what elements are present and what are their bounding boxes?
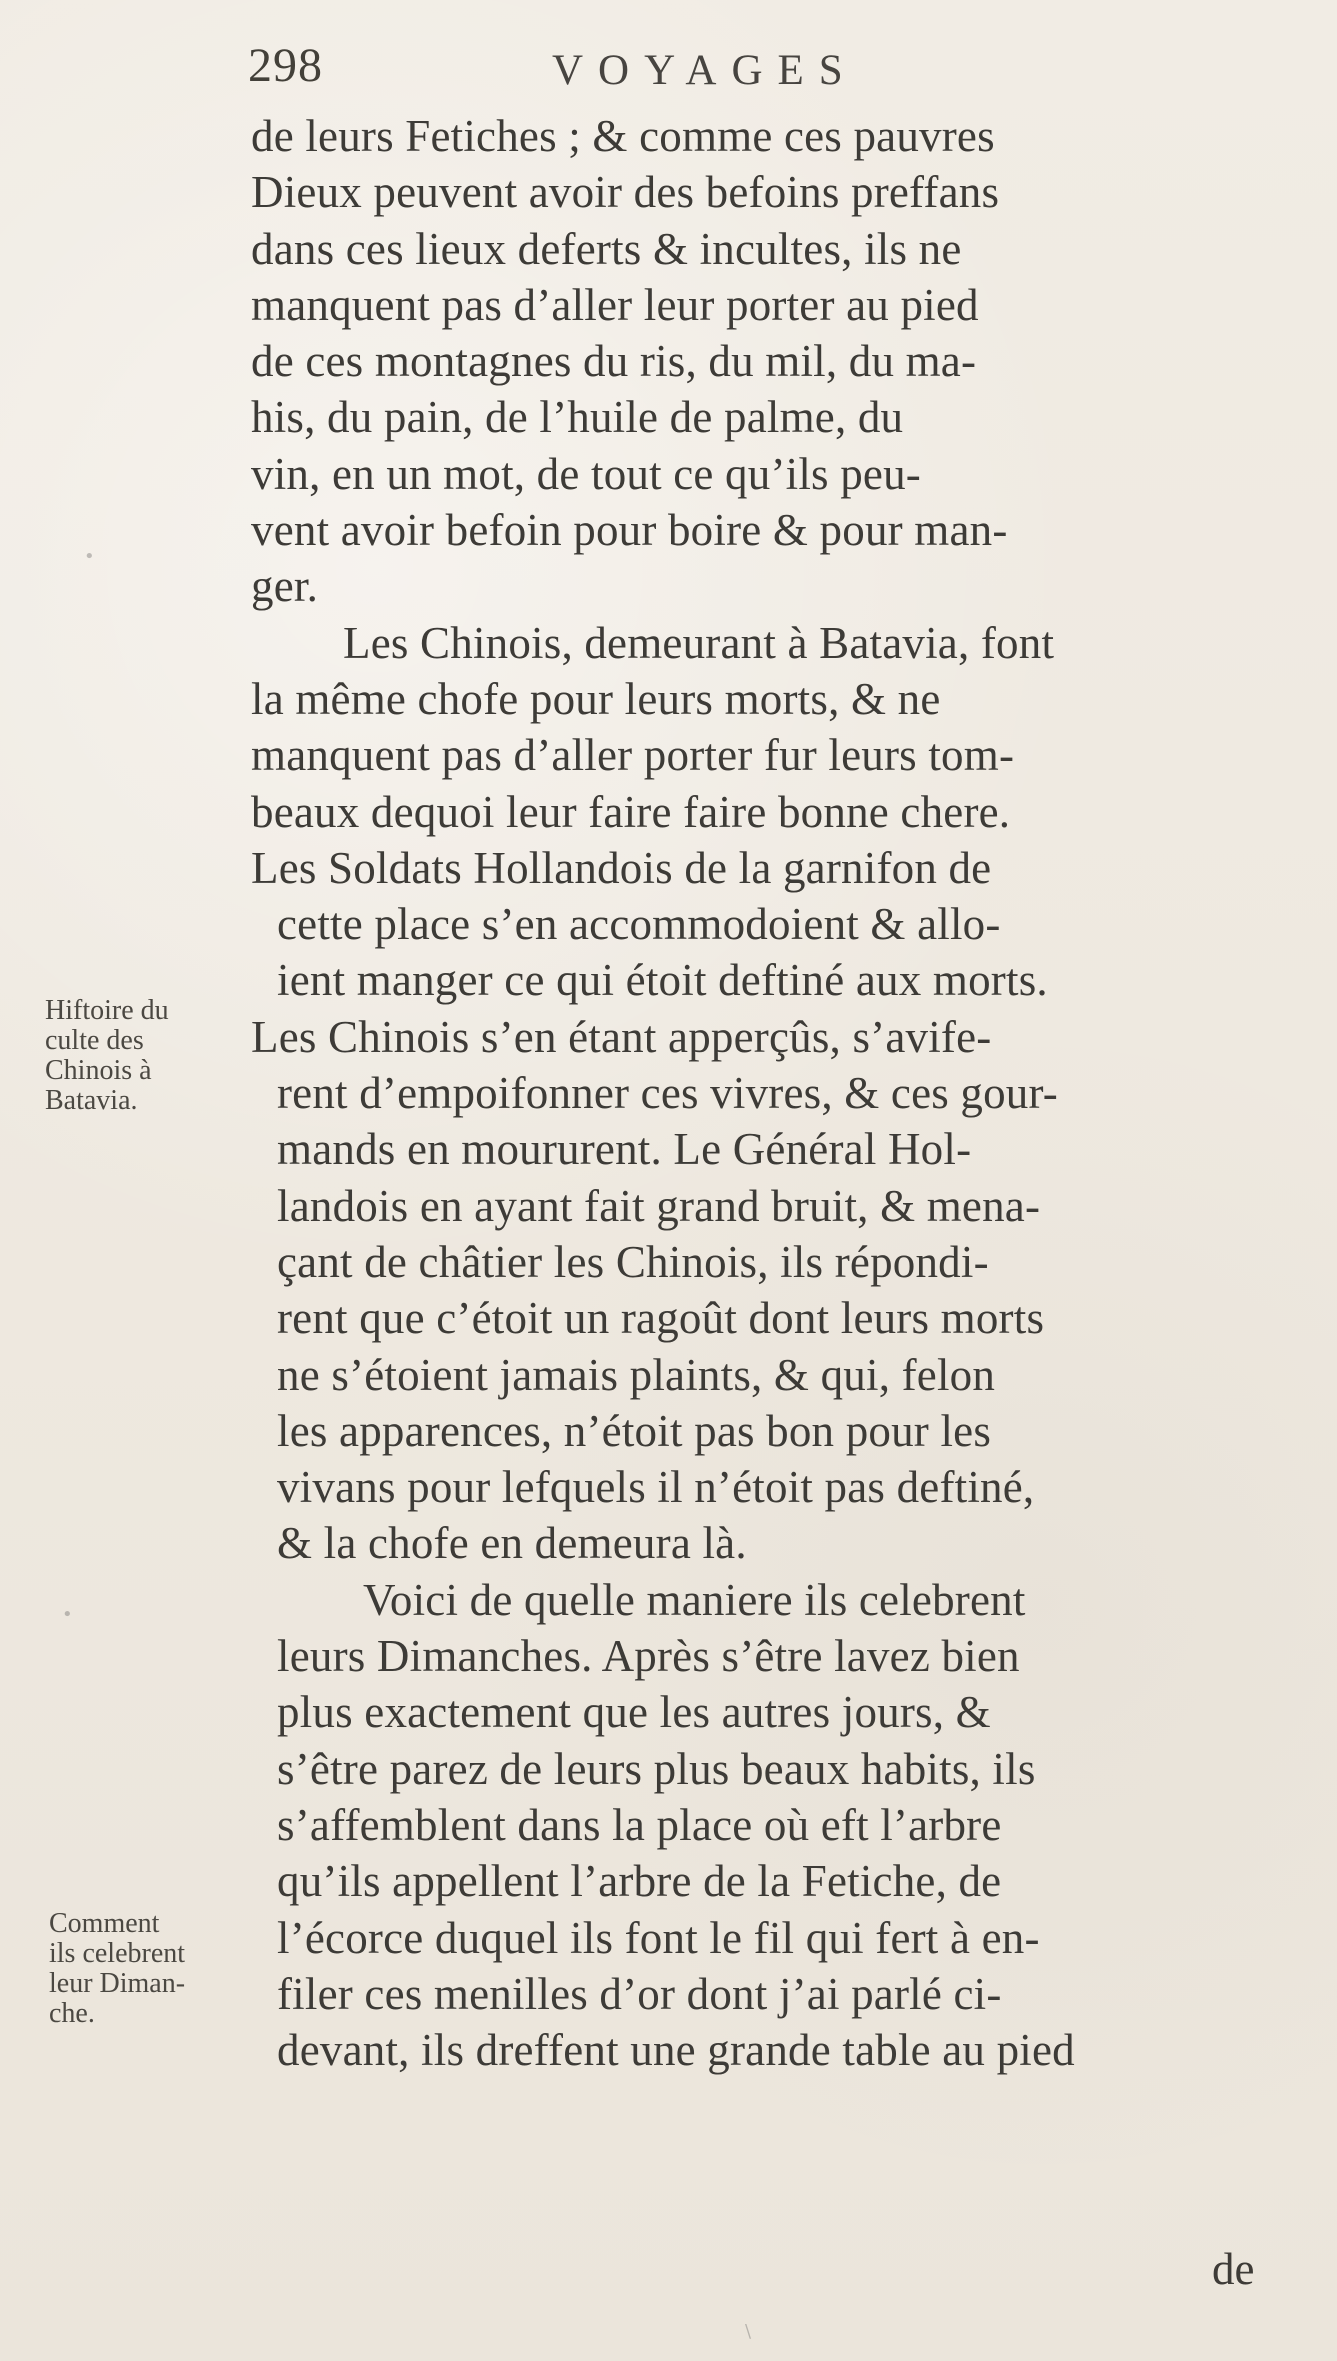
text-line: la même chofe pour leurs morts, & ne — [251, 673, 941, 724]
paper-mark: • — [62, 1604, 73, 1625]
text-line: vent avoir befoin pour boire & pour man- — [251, 505, 1008, 556]
text-line: de ces montagnes du ris, du mil, du ma- — [251, 336, 977, 387]
text-line: ient manger ce qui étoit deftiné aux morts. — [277, 955, 1048, 1006]
text-line: filer ces menilles d’or dont j’ai parlé ci- — [277, 1968, 1002, 2019]
text-line: ne s’étoient jamais plaints, & qui, felon — [277, 1349, 996, 1400]
paper-mark: \ — [745, 2321, 752, 2342]
text-line: leurs Dimanches. Après s’être lavez bien — [277, 1631, 1020, 1682]
text-line: devant, ils dreffent une grande table au pied — [277, 2025, 1075, 2076]
catchword: de — [1212, 2244, 1255, 2294]
text-line: çant de châtier les Chinois, ils répondi- — [277, 1236, 989, 1287]
main-text — [251, 108, 1267, 2078]
text-line: Les Chinois s’en étant apperçûs, s’avife- — [251, 1011, 992, 1062]
margin-note-line: ils celebrent — [49, 1938, 186, 1969]
text-line: Dieux peuvent avoir des befoins preffans — [251, 167, 1000, 218]
paper-mark: • — [84, 546, 95, 567]
text-line: cette place s’en accommodoient & allo- — [277, 899, 1001, 950]
margin-note-line: Comment — [49, 1908, 160, 1939]
margin-note-line: culte des — [45, 1025, 144, 1056]
margin-note-line: leur Diman- — [49, 1968, 186, 1999]
text-line: vivans pour lefquels il n’étoit pas deftiné, — [277, 1462, 1035, 1513]
text-line: beaux dequoi leur faire faire bonne chere. — [251, 786, 1011, 837]
margin-note-line: Batavia. — [45, 1085, 138, 1116]
text-line: s’être parez de leurs plus beaux habits, ils — [277, 1743, 1036, 1794]
margin-note-line: Chinois à — [45, 1055, 152, 1086]
text-line: & la chofe en demeura là. — [277, 1518, 747, 1569]
text-line: ger. — [251, 561, 319, 612]
text-line: manquent pas d’aller porter fur leurs tom- — [251, 730, 1015, 781]
text-line: de leurs Fetiches ; & comme ces pauvres — [251, 111, 995, 161]
text-line: his, du pain, de l’huile de palme, du — [251, 392, 904, 443]
text-line: s’affemblent dans la place où eft l’arbre — [277, 1799, 1002, 1850]
text-line: dans ces lieux deferts & incultes, ils ne — [251, 223, 962, 274]
text-line: qu’ils appellent l’arbre de la Fetiche, de — [277, 1856, 1002, 1907]
margin-note-line: che. — [49, 1998, 95, 2029]
text-line: Les Soldats Hollandois de la garnifon de — [251, 842, 992, 893]
page-number: 298 — [248, 39, 323, 92]
margin-note-sunday — [49, 1909, 185, 2029]
page-header — [248, 38, 1048, 98]
margin-note-line: Hiftoire du — [45, 995, 169, 1026]
text-line: plus exactement que les autres jours, & — [277, 1687, 991, 1738]
text-line: rent d’empoifonner ces vivres, & ces gour- — [277, 1068, 1058, 1119]
text-line: landois en ayant fait grand bruit, & mena- — [277, 1180, 1041, 1231]
text-line: manquent pas d’aller leur porter au pied — [251, 279, 979, 330]
text-line: les apparences, n’étoit pas bon pour les — [277, 1405, 992, 1456]
running-title: VOYAGES — [552, 47, 858, 94]
text-line: Voici de quelle maniere ils celebrent — [363, 1574, 1026, 1625]
text-line: rent que c’étoit un ragoût dont leurs morts — [277, 1293, 1045, 1344]
margin-note-history — [45, 996, 169, 1116]
text-line: vin, en un mot, de tout ce qu’ils peu- — [251, 448, 921, 499]
text-line: mands en moururent. Le Général Hol- — [277, 1124, 972, 1175]
text-line: Les Chinois, demeurant à Batavia, font — [343, 617, 1055, 668]
text-line: l’écorce duquel ils font le fil qui fert à en- — [277, 1912, 1040, 1963]
